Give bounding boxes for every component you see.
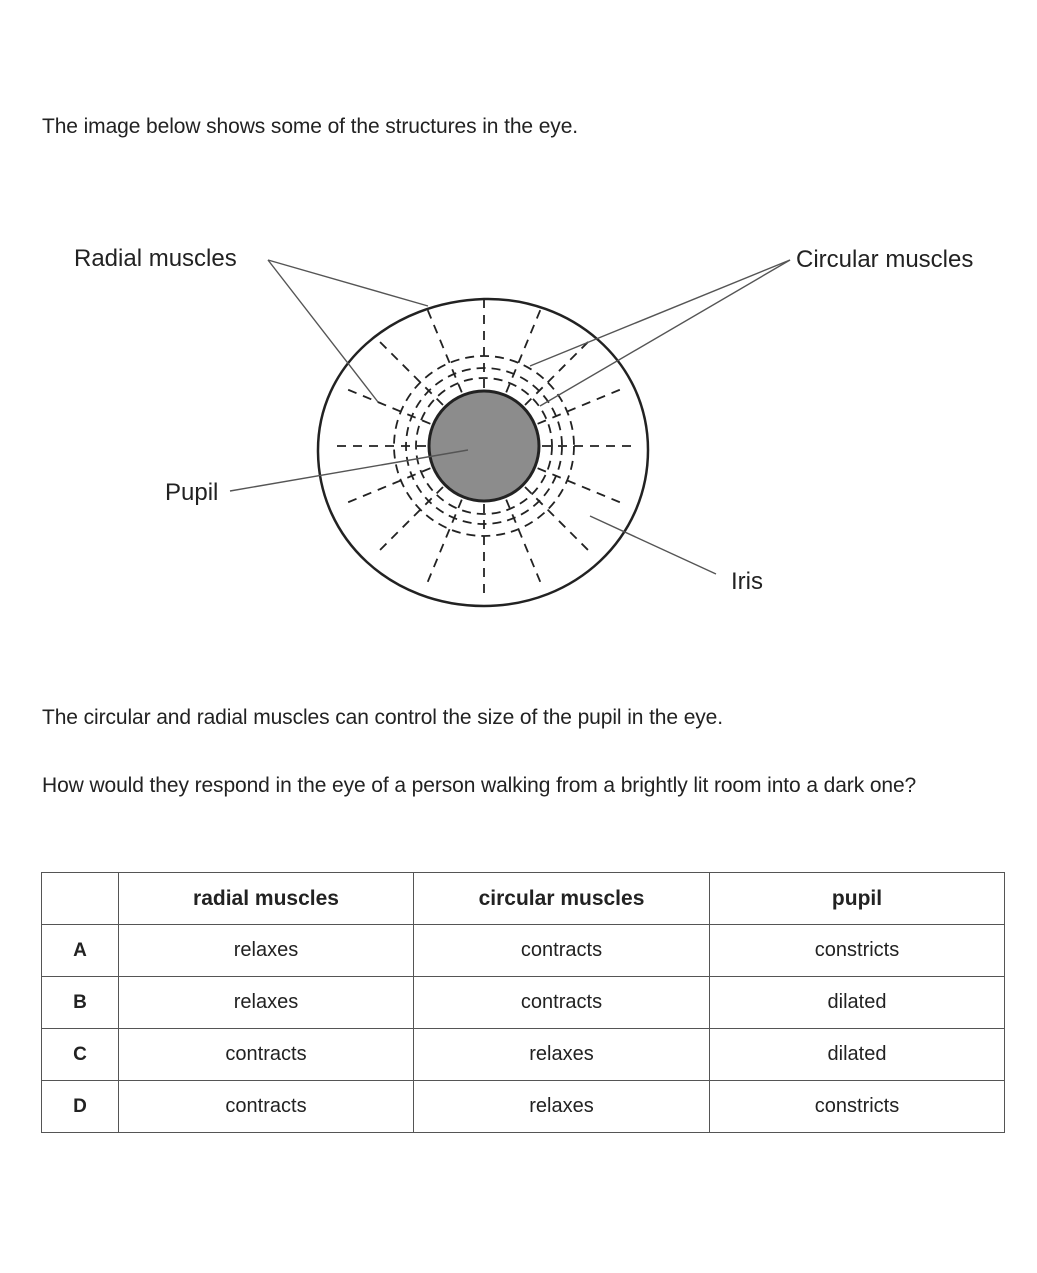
- pupil-cell: constricts: [710, 925, 1005, 977]
- option-letter: B: [42, 977, 119, 1029]
- statement-text: The circular and radial muscles can control the size of the pupil in the eye.: [42, 706, 723, 729]
- pupil-cell: constricts: [710, 1081, 1005, 1133]
- radial-cell: relaxes: [119, 977, 414, 1029]
- radial-spoke: [525, 487, 590, 552]
- header-radial-muscles: radial muscles: [119, 873, 414, 925]
- option-letter: D: [42, 1081, 119, 1133]
- circular-leader-1: [530, 260, 790, 366]
- header-circular-muscles: circular muscles: [414, 873, 710, 925]
- radial-cell: contracts: [119, 1029, 414, 1081]
- pupil-cell: dilated: [710, 977, 1005, 1029]
- radial-leader-1: [268, 260, 428, 306]
- radial-cell: contracts: [119, 1081, 414, 1133]
- radial-spoke: [538, 468, 623, 503]
- iris-label: Iris: [731, 568, 763, 595]
- circular-cell: relaxes: [414, 1081, 710, 1133]
- table-header-row: [42, 873, 1005, 925]
- header-pupil: pupil: [710, 873, 1005, 925]
- radial-spoke: [427, 500, 462, 585]
- pupil-cell: dilated: [710, 1029, 1005, 1081]
- radial-muscles-label: Radial muscles: [74, 245, 237, 272]
- question-text: How would they respond in the eye of a person walking from a brightly lit room into a dark one?: [42, 774, 917, 797]
- pupil-shape: [429, 391, 539, 501]
- circular-cell: relaxes: [414, 1029, 710, 1081]
- circular-cell: contracts: [414, 977, 710, 1029]
- pupil-label: Pupil: [165, 479, 219, 506]
- radial-cell: relaxes: [119, 925, 414, 977]
- header-option: [42, 873, 119, 925]
- pupil-leader: [230, 450, 468, 491]
- answer-table: [41, 872, 1005, 1133]
- radial-leader-2: [268, 260, 378, 402]
- table-row-c[interactable]: [42, 1029, 1005, 1081]
- table-row-d[interactable]: [42, 1081, 1005, 1133]
- circular-leader-2: [540, 260, 790, 406]
- option-letter: A: [42, 925, 119, 977]
- radial-spoke: [538, 389, 623, 424]
- iris-leader: [590, 516, 716, 574]
- option-letter: C: [42, 1029, 119, 1081]
- circular-muscles-label: Circular muscles: [796, 246, 974, 273]
- table-row-b[interactable]: [42, 977, 1005, 1029]
- circular-cell: contracts: [414, 925, 710, 977]
- intro-text: The image below shows some of the structures in the eye.: [42, 115, 579, 138]
- radial-spoke: [427, 307, 462, 392]
- table-row-a[interactable]: [42, 925, 1005, 977]
